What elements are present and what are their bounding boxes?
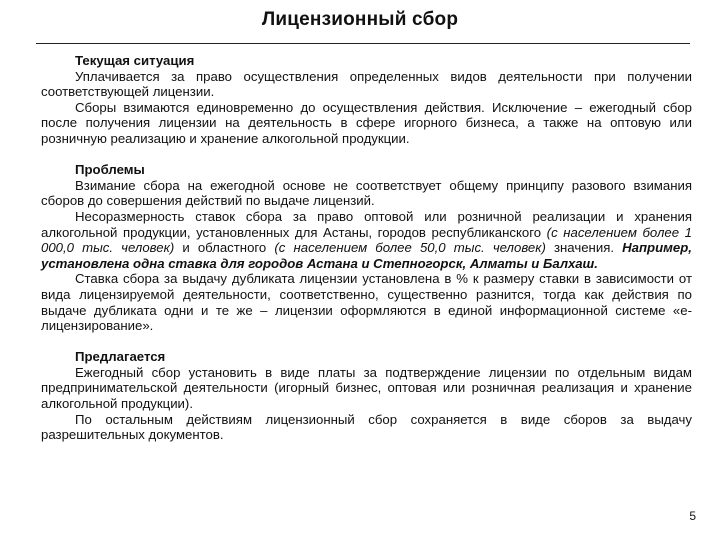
paragraph: По остальным действиям лицензионный сбор сохраняется в виде сборов за выдачу разрешительных документов. xyxy=(41,411,692,443)
page-number: 5 xyxy=(689,509,696,523)
paragraph: Взимание сбора на ежегодной основе не соответствует общему принципу разового взимания сборов до совершения действий по выдаче лицензий. xyxy=(41,177,692,209)
text-run: значения. xyxy=(545,240,623,256)
title-underline xyxy=(36,43,690,44)
paragraph: Сборы взимаются единовременно до осуществления действия. Исключение – ежегодный сбор после получения лицензии на деятельность в сфере игорного бизнеса, а также на оптовую или розничную реализацию и хранение алкогольной продукции. xyxy=(41,99,692,146)
paragraph: Уплачивается за право осуществления определенных видов деятельности при получении соответствующей лицензии. xyxy=(41,68,692,100)
example-emphasis: Например, установлена одна ставка для городов Астана и Степногорск, Алматы и Балхаш. xyxy=(41,240,692,271)
section-heading-current: Текущая ситуация xyxy=(75,53,195,68)
paragraph: Ежегодный сбор установить в виде платы за подтверждение лицензии по отдельным видам предпринимательской деятельности (игорный бизнес, оптовая или розничная реализация и хранение алкогольной продукции). xyxy=(41,364,692,412)
italic-note: (с населением более 50,0 тыс. человек) xyxy=(274,240,546,256)
page-title: Лицензионный сбор xyxy=(261,9,459,30)
italic-note: (с населением более 1 000,0 тыс. человек) xyxy=(41,224,692,256)
text-run: Несоразмерность ставок сбора за право оптовой или розничной реализации и хранения алкогольной продукции, установленных для Астаны, городов республиканского xyxy=(41,208,692,240)
paragraph: Ставка сбора за выдачу дубликата лицензии установлена в % к размеру ставки в зависимости от вида лицензируемой деятельности, соответственно, существенно разнится, тогда как действия по выдаче дубликата одни и те же – лицензии оформляются в единой информационной системе «е-лицензирование». xyxy=(41,271,692,334)
section-heading-problems: Проблемы xyxy=(75,162,145,178)
paragraph-disproportion xyxy=(41,209,692,271)
spacer xyxy=(41,334,692,350)
spacer xyxy=(41,147,692,163)
section-heading-proposed: Предлагается xyxy=(75,349,166,365)
text-run: и областного xyxy=(174,240,275,256)
document-body xyxy=(41,53,692,443)
